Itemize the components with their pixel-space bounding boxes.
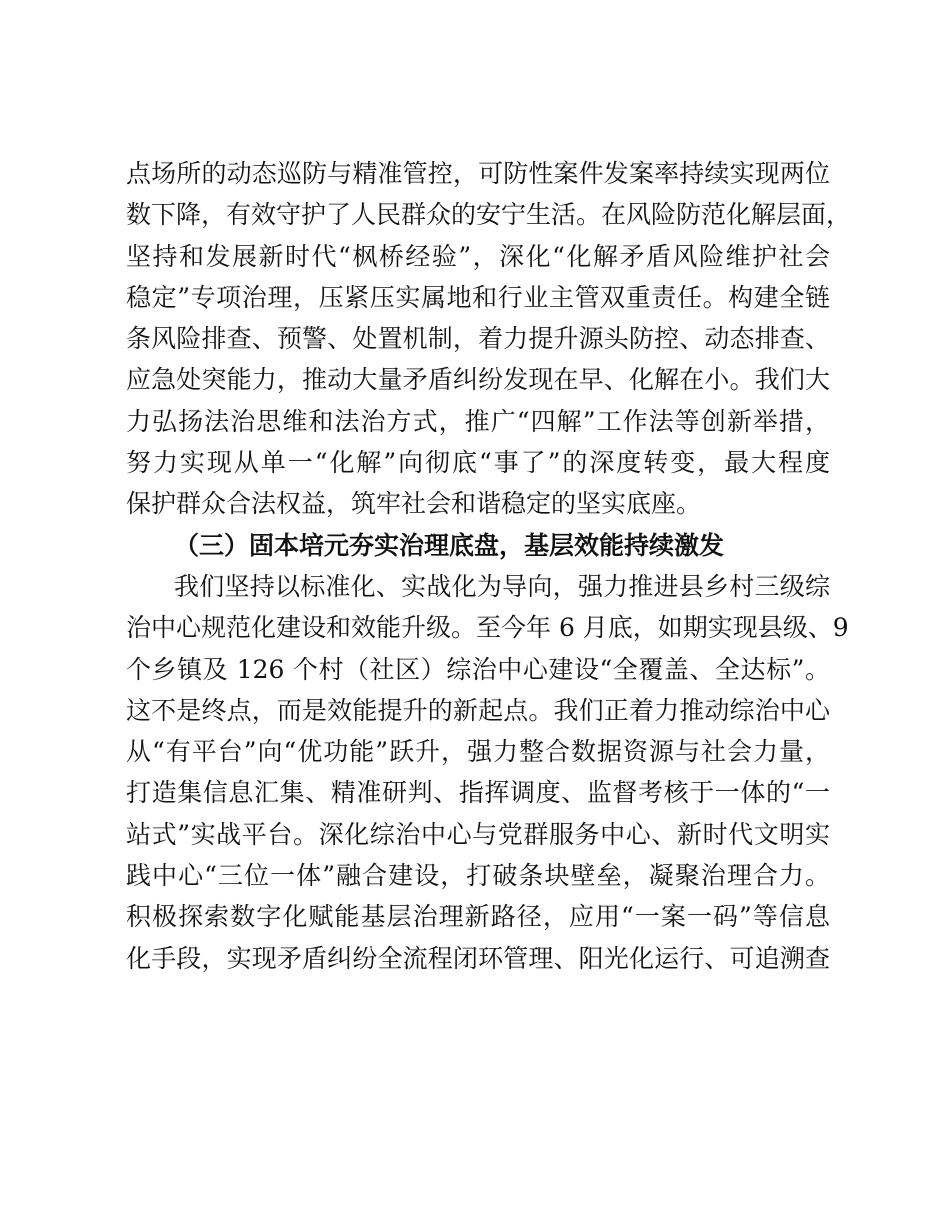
text-line: 数下降，有效守护了人民群众的安宁生活。在风险防范化解层面， [126,200,852,230]
text-line: 打造集信息汇集、精准研判、指挥调度、监督考核于一体的“一 [126,778,830,808]
text-line: 力弘扬法治思维和法治方式，推广“四解”工作法等创新举措， [126,406,830,436]
text-line: 治中心规范化建设和效能升级。至今年 6 月底，如期实现县级、9 [126,613,849,643]
text-line: 积极探索数字化赋能基层治理新路径，应用“一案一码”等信息 [126,902,830,932]
text-line: 践中心“三位一体”融合建设，打破条块壁垒，凝聚治理合力。 [126,861,830,891]
text-line: 努力实现从单一“化解”向彻底“事了”的深度转变，最大程度 [126,448,830,478]
text-line: 化手段，实现矛盾纠纷全流程闭环管理、阳光化运行、可追溯查 [126,943,830,973]
text-line: 条风险排查、预警、处置机制，着力提升源头防控、动态排查、 [126,324,830,354]
text-line: 从“有平台”向“优功能”跃升，强力整合数据资源与社会力量， [126,737,830,767]
text-line: 保护群众合法权益，筑牢社会和谐稳定的坚实底座。 [126,489,702,519]
text-line: 应急处突能力，推动大量矛盾纠纷发现在早、化解在小。我们大 [126,365,830,395]
text-line: 个乡镇及 126 个村（社区）综治中心建设“全覆盖、全达标”。 [126,654,830,684]
text-line: 这不是终点，而是效能提升的新起点。我们正着力推动综治中心 [126,695,830,725]
text-line: 坚持和发展新时代“枫桥经验”，深化“化解矛盾风险维护社会 [126,241,830,271]
body-text [126,153,852,979]
text-line: 稳定”专项治理，压紧压实属地和行业主管双重责任。构建全链 [126,282,830,312]
text-line: 点场所的动态巡防与精准管控，可防性案件发案率持续实现两位 [126,159,830,188]
section-heading: （三）固本培元夯实治理底盘，基层效能持续激发 [174,530,725,560]
text-line: 我们坚持以标准化、实战化为导向，强力推进县乡村三级综 [174,571,830,601]
text-line: 站式”实战平台。深化综治中心与党群服务中心、新时代文明实 [126,819,830,849]
